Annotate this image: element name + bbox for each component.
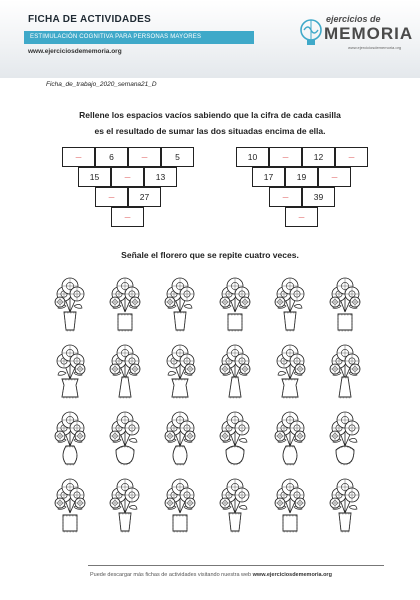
pyramid-cell[interactable]: _ [62,147,95,167]
flower-vase-image[interactable] [211,272,259,334]
pyramid-cell: 5 [161,147,194,167]
footer-divider [88,565,384,566]
sheet-code: Ficha_de_trabajo_2020_semana21_D [46,81,157,88]
header-banner: ESTIMULACIÓN COGNITIVA PARA PERSONAS MAYORES [24,31,254,44]
vase-grid [46,272,376,540]
footer-link[interactable]: www.ejerciciosdememoria.org [252,572,332,578]
logo-top-text: ejercicios de [326,14,381,24]
exercise1-instructions [40,107,380,139]
logo-sub-text: www.ejerciciosdememoria.org [348,45,402,50]
flower-vase-image[interactable] [156,272,204,334]
flower-vase-image[interactable] [156,473,204,535]
pyramid-cell[interactable]: _ [318,167,351,187]
pyramid-cell: 6 [95,147,128,167]
flower-vase-image[interactable] [321,406,369,468]
flower-vase-image[interactable] [46,339,94,401]
pyramid-cell: 19 [285,167,318,187]
footer-text: Puede descargar más fichas de actividades visitando nuestra web [90,572,252,578]
flower-vase-image[interactable] [211,473,259,535]
header-url[interactable]: www.ejerciciosdememoria.org [28,48,122,55]
footer [90,572,332,578]
flower-vase-image[interactable] [46,406,94,468]
flower-vase-image[interactable] [156,406,204,468]
flower-vase-image[interactable] [101,406,149,468]
flower-vase-image[interactable] [101,339,149,401]
exercise1-line2: es el resultado de sumar las dos situadas encima de ella. [94,126,326,136]
pyramid-cell[interactable]: _ [285,207,318,227]
flower-vase-image[interactable] [321,473,369,535]
flower-vase-image[interactable] [101,473,149,535]
pyramid-cell: 10 [236,147,269,167]
pyramid-cell: 13 [144,167,177,187]
pyramid-cell: 17 [252,167,285,187]
flower-vase-image[interactable] [211,339,259,401]
pyramid-cell: 12 [302,147,335,167]
flower-vase-image[interactable] [266,272,314,334]
pyramid-cell[interactable]: _ [335,147,368,167]
header-title: FICHA DE ACTIVIDADES [28,14,152,25]
flower-vase-image[interactable] [211,406,259,468]
logo-main-text: MEMORIA [324,24,414,43]
flower-vase-image[interactable] [46,473,94,535]
exercise1-line1: Rellene los espacios vacíos sabiendo que la cifra de cada casilla [79,110,341,120]
flower-vase-image[interactable] [266,406,314,468]
pyramid-cell[interactable]: _ [269,147,302,167]
flower-vase-image[interactable] [101,272,149,334]
flower-vase-image[interactable] [321,272,369,334]
pyramid-cell[interactable]: _ [128,147,161,167]
pyramid-cell[interactable]: _ [95,187,128,207]
pyramid-cell: 39 [302,187,335,207]
pyramid-cell[interactable]: _ [111,167,144,187]
flower-vase-image[interactable] [266,339,314,401]
pyramid-cell: 15 [78,167,111,187]
brain-icon [298,18,324,48]
flower-vase-image[interactable] [321,339,369,401]
pyramid-cell: 27 [128,187,161,207]
pyramid-cell[interactable]: _ [269,187,302,207]
flower-vase-image[interactable] [266,473,314,535]
site-logo [298,14,418,54]
flower-vase-image[interactable] [46,272,94,334]
exercise2-instruction: Señale el florero que se repite cuatro veces. [121,250,299,260]
flower-vase-image[interactable] [156,339,204,401]
pyramid-cell[interactable]: _ [111,207,144,227]
page-header [0,0,420,78]
